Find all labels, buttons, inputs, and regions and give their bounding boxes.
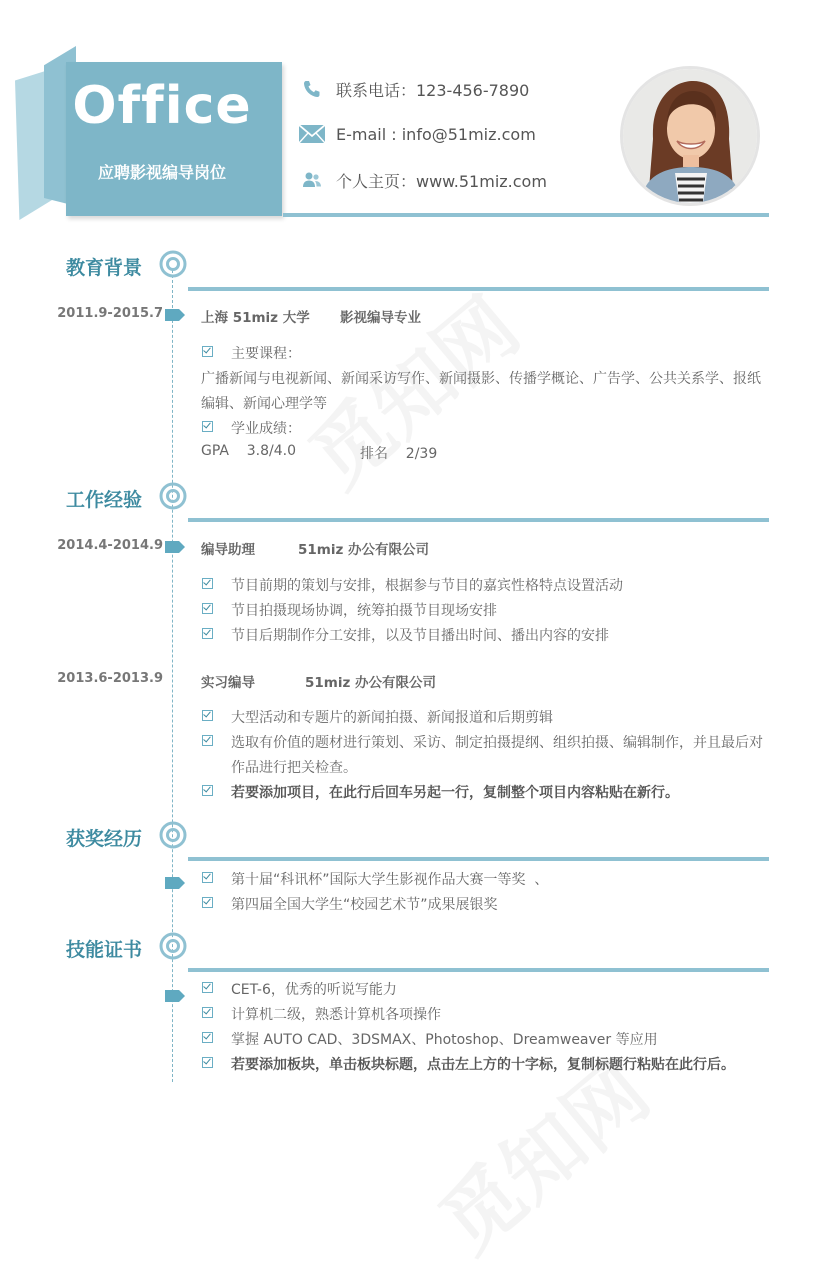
phone-icon xyxy=(298,78,326,100)
section-title-skills: 技能证书 xyxy=(66,939,143,961)
target-icon xyxy=(159,482,187,510)
courses-text: 编辑、新闻心理学等 xyxy=(201,396,327,412)
section-title-work: 工作经验 xyxy=(66,489,143,511)
checkbox-icon xyxy=(202,872,213,883)
award-item: 第十届“科讯杯”国际大学生影视作品大赛一等奖 、 xyxy=(231,872,549,888)
people-icon xyxy=(298,169,326,191)
job-duty: 节目前期的策划与安排，根据参与节目的嘉宾性格特点设置活动 xyxy=(231,578,623,594)
job-position: 编导助理 xyxy=(201,542,255,558)
job-objective: 应聘影视编导岗位 xyxy=(97,163,226,182)
courses-text: 广播新闻与电视新闻、新闻采访写作、新闻摄影、传播学概论、广告学、公共关系学、报纸 xyxy=(201,371,761,387)
section-title-education: 教育背景 xyxy=(66,257,143,279)
gpa-value: GPA 3.8/4.0 xyxy=(201,443,297,459)
job-company: 51miz 办公有限公司 xyxy=(298,542,430,558)
skill-item: 掌握 AUTO CAD、3DSMAX、Photoshop、Dreamweaver 等应用 xyxy=(231,1032,658,1048)
checkbox-icon xyxy=(202,735,213,746)
contact-email-text: E-mail : info@51miz.com xyxy=(336,124,536,144)
school-name: 上海 51miz 大学 xyxy=(201,310,310,326)
contact-phone xyxy=(298,76,529,102)
checkbox-icon xyxy=(202,346,213,357)
job-company: 51miz 办公有限公司 xyxy=(305,675,437,691)
date-marker-icon xyxy=(165,541,185,553)
mail-icon xyxy=(298,123,326,145)
job-duty: 作品进行把关检查。 xyxy=(231,760,357,776)
date-marker-icon xyxy=(165,990,185,1002)
job-position: 实习编导 xyxy=(201,675,255,691)
award-item: 第四届全国大学生“校园艺术节”成果展银奖 xyxy=(231,897,498,913)
date-marker-icon xyxy=(165,877,185,889)
checkbox-icon xyxy=(202,628,213,639)
checkbox-icon xyxy=(202,1057,213,1068)
checkbox-icon xyxy=(202,785,213,796)
rank-value: 排名 2/39 xyxy=(360,446,438,462)
title-banner xyxy=(66,62,282,216)
contact-homepage-text: 个人主页：www.51miz.com xyxy=(336,171,547,191)
contact-homepage xyxy=(298,167,547,193)
checkbox-icon xyxy=(202,710,213,721)
job-duty-hint: 若要添加项目，在此行后回车另起一行，复制整个项目内容粘贴在新行。 xyxy=(231,785,679,801)
checkbox-icon xyxy=(202,578,213,589)
skill-item: 计算机二级，熟悉计算机各项操作 xyxy=(231,1007,441,1023)
education-date: 2011.9-2015.7 xyxy=(57,306,163,321)
checkbox-icon xyxy=(202,421,213,432)
job-date: 2013.6-2013.9 xyxy=(57,671,163,686)
section-divider xyxy=(188,287,769,291)
job-duty: 节目拍摄现场协调，统筹拍摄节目现场安排 xyxy=(231,603,497,619)
courses-label: 主要课程： xyxy=(231,346,301,362)
target-icon xyxy=(159,821,187,849)
checkbox-icon xyxy=(202,897,213,908)
job-date: 2014.4-2014.9 xyxy=(57,538,163,553)
target-icon xyxy=(159,932,187,960)
header-divider xyxy=(283,213,769,217)
section-divider xyxy=(188,968,769,972)
checkbox-icon xyxy=(202,982,213,993)
job-duty: 选取有价值的题材进行策划、采访、制定拍摄提纲、组织拍摄、编辑制作，并且最后对 xyxy=(231,735,763,751)
checkbox-icon xyxy=(202,603,213,614)
job-duty: 大型活动和专题片的新闻拍摄、新闻报道和后期剪辑 xyxy=(231,710,553,726)
major-name: 影视编导专业 xyxy=(340,310,421,326)
section-title-awards: 获奖经历 xyxy=(66,828,143,850)
grades-label: 学业成绩： xyxy=(231,421,301,437)
section-divider xyxy=(188,857,769,861)
resume-title: Office xyxy=(72,76,252,136)
job-duty: 节目后期制作分工安排，以及节目播出时间、播出内容的安排 xyxy=(231,628,609,644)
target-icon xyxy=(159,250,187,278)
skill-item-hint: 若要添加板块，单击板块标题，点击左上方的十字标，复制标题行粘贴在此行后。 xyxy=(231,1057,735,1073)
skill-item: CET-6，优秀的听说写能力 xyxy=(231,982,397,998)
contact-email xyxy=(298,121,536,147)
checkbox-icon xyxy=(202,1007,213,1018)
section-divider xyxy=(188,518,769,522)
contact-phone-text: 联系电话：123-456-7890 xyxy=(336,80,530,100)
timeline-line xyxy=(172,270,173,1082)
profile-photo xyxy=(620,66,760,206)
date-marker-icon xyxy=(165,309,185,321)
checkbox-icon xyxy=(202,1032,213,1043)
